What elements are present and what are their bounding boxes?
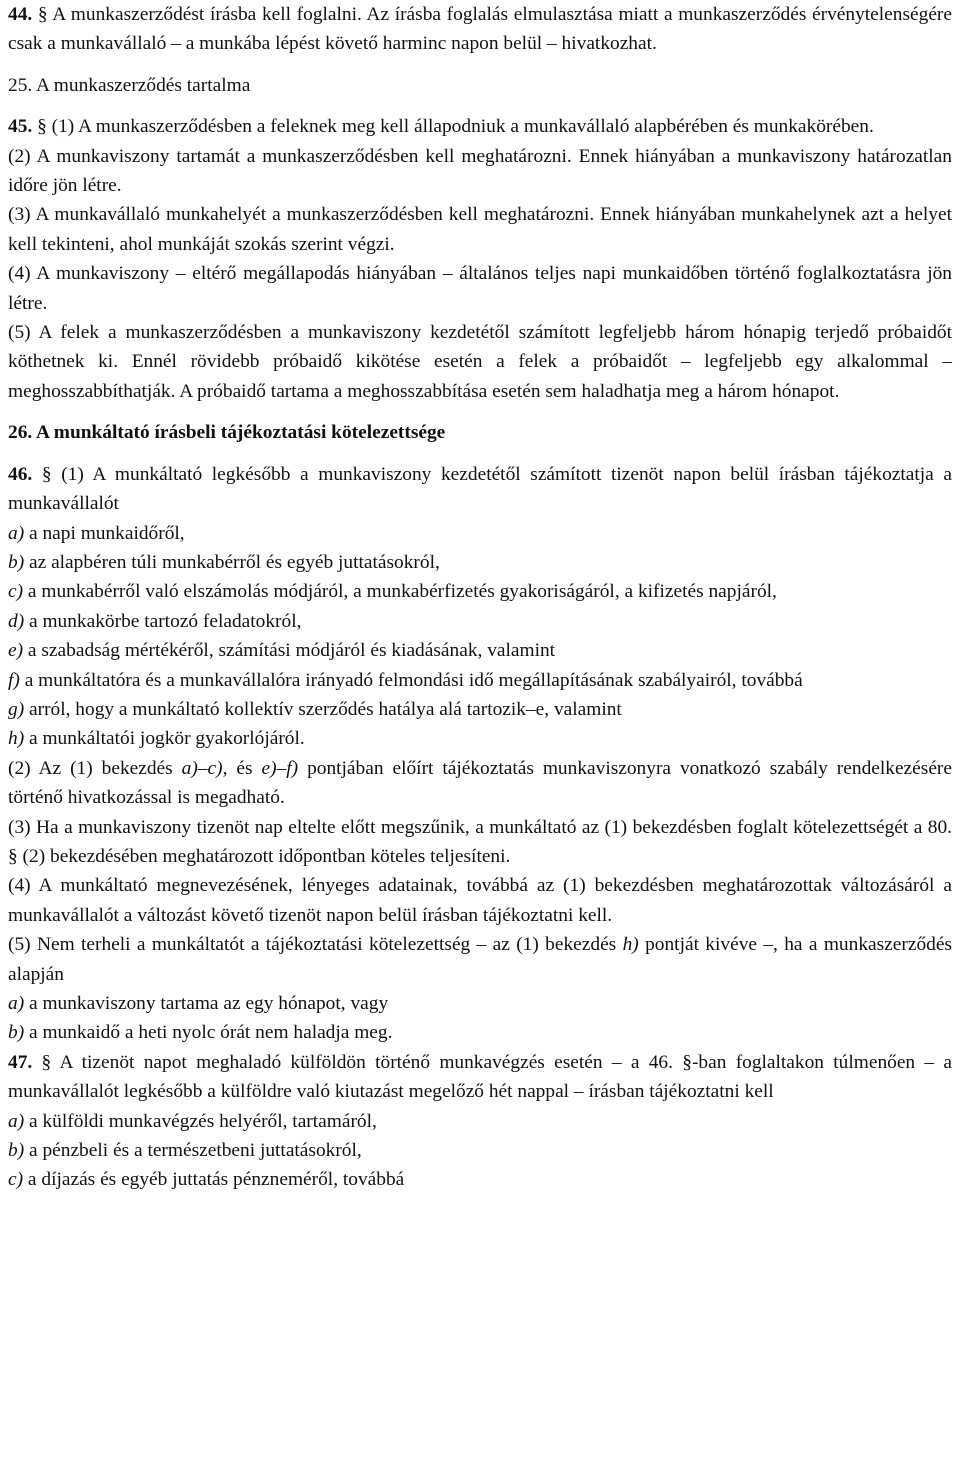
text-paragraph [8, 1107, 952, 1136]
text-paragraph [8, 1048, 952, 1107]
text-run: (4) A munkaviszony – eltérő megállapodás hiányában – általános teljes napi munkaidőben történő foglalkoztatásra jön létre. [8, 263, 952, 314]
italic-text: b) [8, 1140, 25, 1162]
text-paragraph [8, 666, 952, 695]
text-paragraph [8, 930, 952, 989]
text-run: az alapbéren túli munkabérről és egyéb juttatásokról, [24, 551, 440, 573]
text-run: a szabadság mértékéről, számítási módjáról és kiadásának, valamint [23, 640, 556, 662]
bold-text: 46. [8, 463, 33, 485]
text-paragraph [8, 259, 952, 318]
italic-text: a) [8, 993, 25, 1014]
italic-text: b) [8, 1022, 25, 1044]
text-run: a munkáltatói jogkör gyakorlójáról. [24, 728, 305, 750]
text-paragraph [8, 636, 952, 665]
text-run: (2) A munkaviszony tartamát a munkaszerződésben kell meghatározni. Ennek hiányában a munkaviszony határozatlan időre jön létre. [8, 145, 952, 197]
text-run: § (1) A munkáltató legkésőbb a munkaviszony kezdetétől számított tizenöt napon belül írásban tájékoztatja a munkavállalót [8, 463, 952, 515]
italic-text: a) [8, 1110, 25, 1132]
italic-text: a)–c) [181, 757, 223, 779]
text-run: pontját kivéve –, ha a munkaszerződés alapján [8, 934, 952, 985]
italic-text: f) [8, 669, 20, 691]
text-run: § A tizenöt napot meghaladó külföldön történő munkavégzés esetén – a 46. §-ban foglaltakon túlmenően – a munkavállalót legkésőbb a külföldre való kiutazást megelőző hét nappal – írásban tájékoztatni kell [8, 1051, 952, 1103]
text-run: (5) A felek a munkaszerződésben a munkaviszony kezdetétől számított legfeljebb három hónapig terjedő próbaidőt köthetnek ki. Ennél rövidebb próbaidő kikötése esetén a felek a próbaidőt – legfeljebb egy alkalommal – meghosszabbíthatják. A próbaidő tartama a meghosszabbítása esetén sem haladhatja meg a három hónapot. [8, 322, 952, 402]
italic-text: d) [8, 610, 25, 632]
text-paragraph [8, 754, 952, 813]
italic-text: b) [8, 551, 25, 573]
text-run: (4) A munkáltató megnevezésének, lényeges adatainak, továbbá az (1) bekezdésben meghatározottak változásáról a munkavállalót a változást követő tizenöt napon belül írásban tájékoztatni kell. [8, 875, 952, 926]
bold-text: 47. [8, 1051, 33, 1073]
text-paragraph [8, 813, 952, 872]
text-paragraph [8, 318, 952, 406]
text-paragraph [8, 548, 952, 577]
text-run: , és [222, 757, 262, 779]
italic-text: g) [8, 698, 25, 720]
text-run: a munkaidő a heti nyolc órát nem haladja meg. [24, 1022, 393, 1044]
text-paragraph [8, 989, 952, 1018]
text-run: a munkakörbe tartozó feladatokról, [24, 610, 302, 632]
text-paragraph [8, 418, 952, 447]
italic-text: c) [8, 581, 24, 603]
bold-text: 44. [8, 4, 33, 25]
bold-text: 26. A munkáltató írásbeli tájékoztatási kötelezettsége [8, 422, 446, 444]
text-run: a munkabérről való elszámolás módjáról, a munkabérfizetés gyakoriságáról, a kifizetés napjáról, [23, 581, 777, 603]
italic-text: e)–f) [261, 757, 299, 779]
text-run: § (1) A munkaszerződésben a feleknek meg kell állapodniuk a munkavállaló alapbérében és munkakörében. [32, 116, 874, 138]
italic-text: h) [622, 934, 639, 956]
text-run: a külföldi munkavégzés helyéről, tartamáról, [24, 1110, 377, 1132]
text-run: (3) A munkavállaló munkahelyét a munkaszerződésben kell meghatározni. Ennek hiányában munkahelynek azt a helyet kell tekinteni, ahol munkáját szokás szerint végzi. [8, 204, 952, 255]
italic-text: a) [8, 522, 25, 544]
text-paragraph [8, 112, 952, 141]
text-run: a díjazás és egyéb juttatás pénzneméről, továbbá [23, 1169, 405, 1191]
text-run: § A munkaszerződést írásba kell foglalni. Az írásba foglalás elmulasztása miatt a munkaszerződés érvénytelenségére csak a munkavállaló – a munkába lépést követő harminc napon belül – hivatkozhat. [8, 4, 952, 55]
text-paragraph [8, 200, 952, 259]
italic-text: e) [8, 640, 24, 662]
text-run: a munkaviszony tartama az egy hónapot, vagy [24, 993, 389, 1014]
bold-text: 45. [8, 116, 33, 138]
text-run: 25. A munkaszerződés tartalma [8, 74, 251, 96]
text-paragraph [8, 519, 952, 548]
italic-text: h) [8, 728, 25, 750]
italic-text: c) [8, 1169, 24, 1191]
text-run: arról, hogy a munkáltató kollektív szerződés hatálya alá tartozik–e, valamint [24, 698, 622, 720]
text-paragraph [8, 871, 952, 930]
text-run: (5) Nem terheli a munkáltatót a tájékoztatási kötelezettség – az (1) bekezdés [8, 934, 623, 956]
text-run: a napi munkaidőről, [24, 522, 185, 544]
text-paragraph [8, 1136, 952, 1165]
text-run: a pénzbeli és a természetbeni juttatásokról, [24, 1140, 362, 1162]
text-run: pontjában előírt tájékoztatás munkaviszonyra vonatkozó szabály rendelkezésére történő hivatkozással is megadható. [8, 757, 952, 809]
text-paragraph [8, 695, 952, 724]
text-paragraph [8, 1018, 952, 1047]
text-paragraph [8, 0, 952, 59]
text-run: (2) Az (1) bekezdés [8, 757, 182, 779]
text-paragraph [8, 142, 952, 201]
text-paragraph [8, 724, 952, 753]
text-paragraph [8, 1165, 952, 1194]
text-paragraph [8, 71, 952, 100]
text-paragraph [8, 577, 952, 606]
text-paragraph [8, 607, 952, 636]
text-run: (3) Ha a munkaviszony tizenöt nap eltelte előtt megszűnik, a munkáltató az (1) bekezdésben foglalt kötelezettségét a 80. § (2) bekezdésében meghatározott időpontban köteles teljesíteni. [8, 816, 952, 867]
text-run: a munkáltatóra és a munkavállalóra irányadó felmondási idő megállapításának szabályairól, továbbá [19, 669, 803, 691]
text-paragraph [8, 460, 952, 519]
